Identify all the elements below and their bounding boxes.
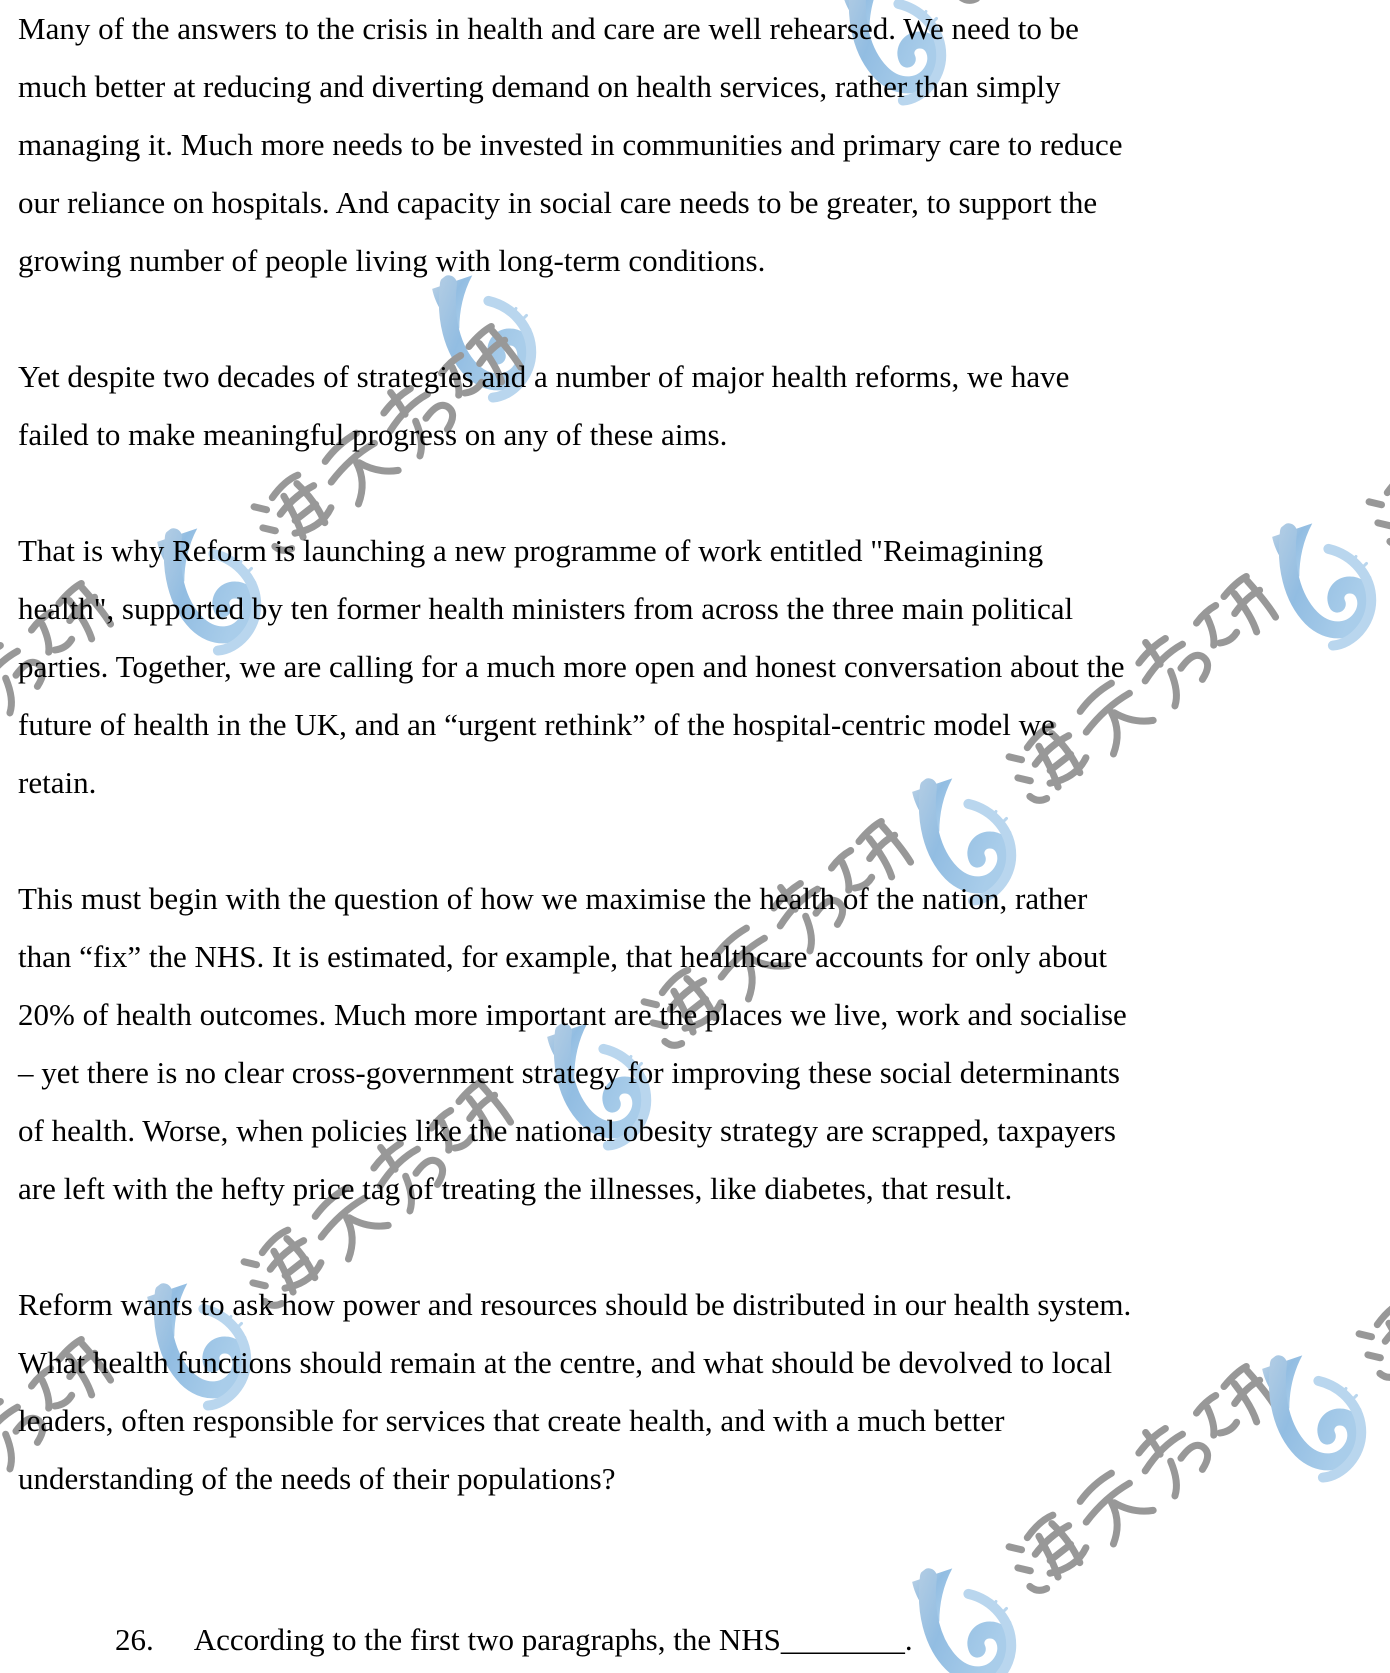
paragraph-2: [18, 348, 1069, 464]
text-line: parties. Together, we are calling for a much more open and honest conversation about the: [18, 649, 1125, 684]
text-line: are left with the hefty price tag of treating the illnesses, like diabetes, that result.: [18, 1171, 1013, 1206]
text-line: Reform wants to ask how power and resources should be distributed in our health system.: [18, 1287, 1132, 1322]
text-line: leaders, often responsible for services that create health, and with a much better: [18, 1403, 1005, 1438]
question-26: [115, 1611, 913, 1669]
text-line: understanding of the needs of their populations?: [18, 1461, 616, 1496]
text-line: than “fix” the NHS. It is estimated, for example, that healthcare accounts for only about: [18, 939, 1107, 974]
text-line: Many of the answers to the crisis in health and care are well rehearsed. We need to be: [18, 11, 1079, 46]
text-line: managing it. Much more needs to be invested in communities and primary care to reduce: [18, 127, 1123, 162]
text-line: health", supported by ten former health ministers from across the three main political: [18, 591, 1074, 626]
question-text: According to the first two paragraphs, the NHS: [193, 1622, 781, 1657]
question-blank: ________: [780, 1622, 905, 1657]
text-line: growing number of people living with long-term conditions.: [18, 243, 766, 278]
text-line: Yet despite two decades of strategies and a number of major health reforms, we have: [18, 359, 1070, 394]
text-line: future of health in the UK, and an “urgent rethink” of the hospital-centric model we: [18, 707, 1055, 742]
paragraph-1: [18, 0, 1122, 290]
question-number: 26.: [115, 1622, 154, 1657]
text-line: much better at reducing and diverting demand on health services, rather than simply: [18, 69, 1061, 104]
text-line: retain.: [18, 765, 97, 800]
paragraph-4: [18, 870, 1127, 1218]
text-line: – yet there is no clear cross-government strategy for improving these social determinants: [18, 1055, 1120, 1090]
text-line: of health. Worse, when policies like the national obesity strategy are scrapped, taxpayers: [18, 1113, 1116, 1148]
text-line: What health functions should remain at the centre, and what should be devolved to local: [18, 1345, 1113, 1380]
text-line: our reliance on hospitals. And capacity in social care needs to be greater, to support the: [18, 185, 1098, 220]
text-line: 20% of health outcomes. Much more important are the places we live, work and socialise: [18, 997, 1127, 1032]
text-line: failed to make meaningful progress on any of these aims.: [18, 417, 728, 452]
question-period: .: [904, 1622, 913, 1657]
paragraph-3: [18, 522, 1124, 812]
text-line: That is why Reform is launching a new programme of work entitled "Reimagining: [18, 533, 1044, 568]
text-line: This must begin with the question of how we maximise the health of the nation, rather: [18, 881, 1088, 916]
paragraph-5: [18, 1276, 1131, 1508]
